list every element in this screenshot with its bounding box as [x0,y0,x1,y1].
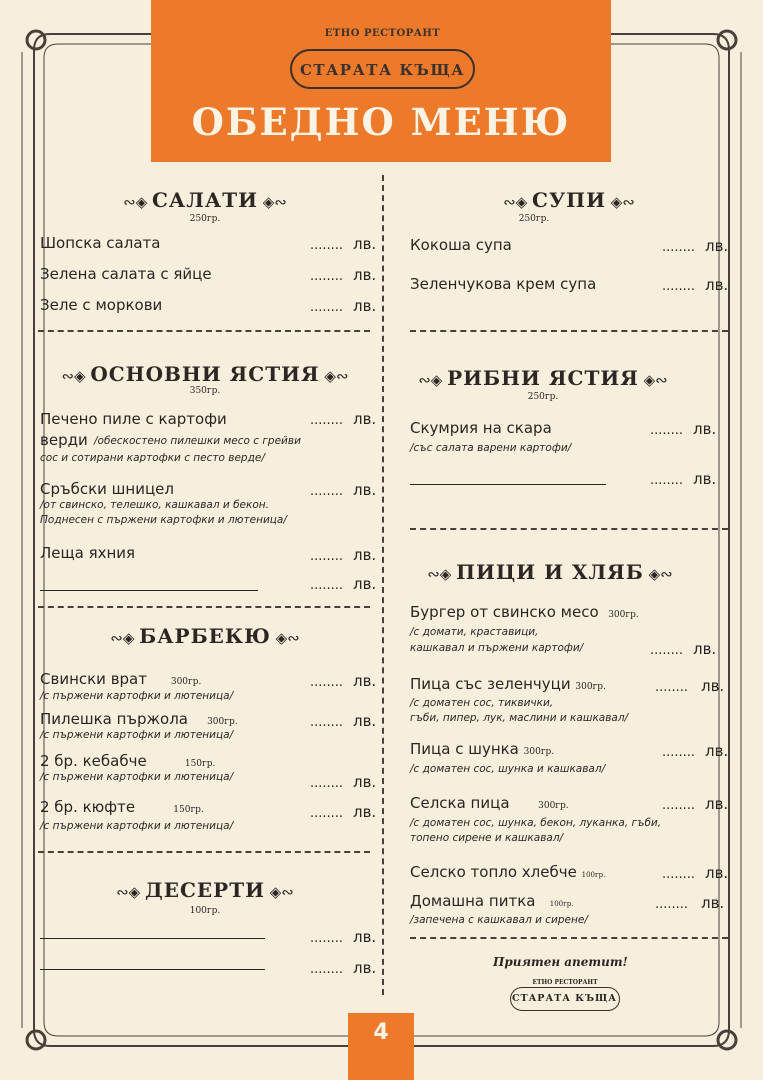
price-currency: лв. [353,266,377,284]
item-weight: 300гр. [207,717,238,727]
small-logo-subtitle: ЕТНО РЕСТОРАНТ [532,979,598,986]
dots: ........ [310,238,344,253]
dots: ........ [310,549,344,564]
price-currency: лв. [353,928,377,946]
section-title-bbq [40,624,370,648]
menu-item [40,752,215,770]
item-weight: 300гр. [170,677,202,687]
dots: ........ [310,675,344,690]
ornament-icon: ∾◈ [123,193,153,211]
menu-item: Шопска салата [40,234,161,252]
menu-item: Зелена салата с яйце [40,265,212,283]
price-currency: лв. [705,237,729,255]
price-currency: лв. [353,803,377,821]
item-description: /с пържени картофки и лютеница/ [40,820,234,832]
logo-subtitle: ЕТНО РЕСТОРАНТ [324,28,441,39]
item-name: Пилешка пържола [40,710,188,728]
section-title-desserts [40,878,370,902]
logo-name: СТАРАТА КЪЩА [299,61,466,79]
item-description: гъби, пипер, лук, маслини и кашкавал/ [410,712,629,724]
item-weight: 300гр. [608,610,639,620]
ornament-icon: ◈∾ [257,193,287,211]
price-currency: лв. [353,575,377,593]
price-currency: лв. [705,276,729,294]
item-description: /с пържени картофки и лютеница/ [40,729,234,741]
section-separator [38,330,370,332]
dots: ........ [650,643,684,658]
closing-text: Приятен апетит! [493,955,628,969]
price-currency: лв. [705,795,729,813]
ornament-icon: ∾◈ [116,883,145,901]
small-restaurant-logo [510,987,620,1011]
section-separator [38,606,370,608]
blank-line [40,938,265,939]
small-logo-name: СТАРАТА КЪЩА [511,993,618,1004]
item-name: Селска пица [410,794,510,812]
menu-item: Зеле с моркови [40,296,163,314]
price-currency: лв. [701,894,725,912]
blank-line [410,484,606,485]
item-weight: 100гр. [549,900,574,908]
menu-item: Кокоша супа [410,236,512,254]
price-currency: лв. [353,410,377,428]
section-weight: 100гр. [189,906,221,916]
section-title-text: ДЕСЕРТИ [144,878,265,902]
page-number: 4 [373,1020,389,1045]
section-separator [410,937,728,939]
dots: ........ [310,269,344,284]
ornament-icon: ∾◈ [418,371,448,389]
section-weight: 250гр. [189,214,221,224]
price-currency: лв. [693,470,717,488]
section-title-soups [410,188,728,212]
menu-item [410,740,554,758]
item-weight: 100гр. [581,871,606,879]
item-description: /с доматен сос, шунка, бекон, луканка, гъби, [410,817,662,829]
ornament-icon: ∾◈ [503,193,533,211]
price-currency: лв. [705,864,729,882]
ornament-icon: ∾◈ [61,367,91,385]
ornament-icon: ∾◈ [110,629,140,647]
item-weight: 300гр. [575,682,606,692]
dots: ........ [310,413,344,428]
menu-item: Скумрия на скара [410,419,552,437]
dots: ........ [310,931,344,946]
dots: ........ [310,578,344,593]
blank-line [40,969,265,970]
dots: ........ [655,680,689,695]
item-description: /с домати, краставици, [410,626,539,638]
item-name: Селско топло хлебче [410,863,577,881]
menu-item: Печено пиле с картофи [40,410,227,428]
dots: ........ [662,279,696,294]
item-weight: 300гр. [538,801,569,811]
item-description: сос и сотирани картофки с песто верде/ [40,452,265,464]
dots: ........ [662,240,696,255]
menu-item [40,710,238,728]
dots: ........ [310,806,344,821]
ornament-icon: ◈∾ [265,883,294,901]
price-currency: лв. [693,420,717,438]
menu-item [410,863,605,881]
dots: ........ [655,897,689,912]
dots: ........ [662,867,696,882]
item-description: кашкавал и пържени картофи/ [410,642,584,654]
item-name: Домашна питка [410,892,536,910]
item-description: /с пържени картофки и лютеница/ [40,690,234,702]
section-separator [38,851,370,853]
section-title-mains [40,362,370,386]
section-weight: 250гр. [527,392,559,402]
dots: ........ [662,745,696,760]
dots: ........ [310,962,344,977]
item-name: Пица с шунка [410,740,519,758]
menu-item [410,794,569,812]
item-description: /запечена с кашкавал и сирене/ [410,914,588,926]
dots: ........ [662,798,696,813]
item-description: /със салата варени картофи/ [410,442,572,454]
dots: ........ [310,300,344,315]
item-weight: 300гр. [523,747,555,757]
section-weight: 350гр. [189,386,221,396]
menu-item [410,603,639,621]
ornament-icon: ◈∾ [605,193,635,211]
item-name: Свински врат [40,670,147,688]
item-name: Бургер от свинско месо [410,603,599,621]
price-currency: лв. [353,959,377,977]
price-currency: лв. [353,297,377,315]
restaurant-logo [285,14,480,104]
column-divider [382,175,384,995]
price-currency: лв. [353,712,377,730]
section-title-text: ПИЦИ И ХЛЯБ [456,560,644,584]
section-separator [410,330,728,332]
dots: ........ [650,423,684,438]
item-description: /обескостено пилешки месо с грейви [94,435,301,447]
item-description: /с пържени картофки и лютеница/ [40,771,234,783]
menu-item: Леща яхния [40,544,136,562]
menu-item [40,670,201,688]
menu-item: верди [40,431,88,449]
menu-item [40,798,204,816]
item-description: /с доматен сос, тиквички, [410,697,554,709]
item-name: Пица със зеленчуци [410,675,571,693]
item-description: Поднесен с пържени картофки и лютеница/ [40,514,287,526]
section-title-text: САЛАТИ [152,188,258,212]
item-description: /от свинско, телешко, кашкавал и бекон. [40,499,269,511]
menu-item [410,675,606,693]
section-title-text: ОСНОВНИ ЯСТИЯ [90,362,320,386]
page-title: ОБЕДНО МЕНЮ [191,100,571,144]
price-currency: лв. [353,235,377,253]
price-currency: лв. [353,546,377,564]
menu-item [410,892,574,910]
item-name: 2 бр. кебабче [40,752,147,770]
section-separator [410,528,728,530]
section-title-fish [410,366,676,390]
ornament-icon: ◈∾ [319,367,349,385]
dots: ........ [650,473,684,488]
section-title-text: БАРБЕКЮ [139,624,271,648]
item-weight: 150гр. [184,759,216,769]
menu-item: Зеленчукова крем супа [410,275,597,293]
item-description: топено сирене и кашкавал/ [410,832,564,844]
price-currency: лв. [353,773,377,791]
menu-item: Сръбски шницел [40,480,174,498]
dots: ........ [310,776,344,791]
ornament-icon: ◈∾ [643,565,673,583]
section-title-text: РИБНИ ЯСТИЯ [447,366,639,390]
dots: ........ [310,715,344,730]
ornament-icon: ◈∾ [638,371,668,389]
price-currency: лв. [705,742,729,760]
price-currency: лв. [353,481,377,499]
ornament-icon: ∾◈ [427,565,457,583]
section-title-text: СУПИ [532,188,606,212]
dots: ........ [310,484,344,499]
price-currency: лв. [701,677,725,695]
item-description: /с доматен сос, шунка и кашкавал/ [410,763,606,775]
item-weight: 150гр. [173,805,204,815]
section-title-salads [40,188,370,212]
price-currency: лв. [353,672,377,690]
price-currency: лв. [693,640,717,658]
item-name: 2 бр. кюфте [40,798,136,816]
section-weight: 250гр. [518,214,550,224]
blank-line [40,590,258,591]
logo-frame [290,49,475,89]
section-title-pizza [410,560,690,584]
ornament-icon: ◈∾ [270,629,300,647]
